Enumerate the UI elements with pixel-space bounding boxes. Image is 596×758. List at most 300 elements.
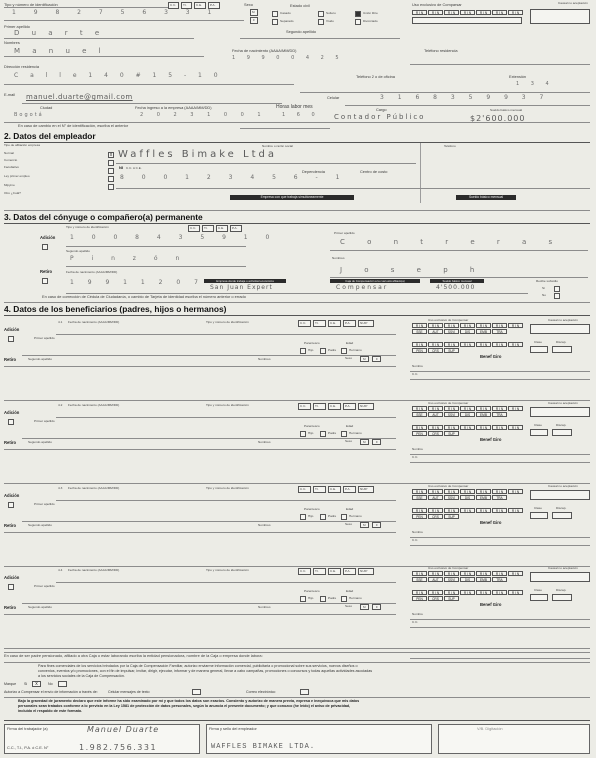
hijo-checkbox[interactable] [300, 514, 306, 520]
marque-label: Marque [4, 682, 17, 686]
hermano-label: Hermano [349, 514, 362, 518]
padre-checkbox[interactable] [320, 596, 326, 602]
conyuge-nombres-label: Nombres [332, 256, 345, 260]
nombre-label: Nombre [412, 447, 424, 451]
rin-cell: R I N [412, 571, 427, 576]
email-label: E-mail [4, 92, 16, 97]
otro-label: Otro ¿Cuál? [4, 191, 21, 195]
conyuge-ce-box[interactable]: C.E. [216, 225, 228, 232]
section-2-title: 2. Datos del empleador [4, 131, 96, 141]
telefono-residencia-label: Teléfono residencia [424, 48, 458, 53]
beneficiario-nombres-label: Nombres [258, 605, 271, 609]
extension-label: Extensión [509, 74, 527, 79]
rin-cell: R I N [428, 342, 443, 347]
correo-checkbox[interactable] [300, 689, 309, 695]
beneficiario-tipo-label: Tipo y número de identificación [206, 568, 249, 572]
rin-cell: R I N [476, 342, 491, 347]
rin-cell: R I N [476, 508, 491, 513]
nombre-label: Nombre [412, 612, 424, 616]
firma-trabajador-box[interactable] [4, 724, 200, 754]
uso-exclusivo-label: Uso exclusivo de Compensar [428, 318, 469, 322]
code-cell: PEN [412, 348, 427, 353]
conyuge-sueldo-label: Sueldo básico mensual [430, 279, 484, 283]
rin-cell: R I N [412, 590, 427, 595]
uso-exclusivo-top: Uso exclusivo de Comparsar [412, 2, 462, 7]
sueldo-value: $2'600.000 [470, 114, 526, 123]
recibe-subsidio-label: Recibe subsidio [536, 279, 558, 283]
conyuge-segundo-apellido-value: P i n z ó n [70, 255, 188, 262]
rin-box: R I N [508, 10, 523, 15]
juramento-3: incluido el respaldo de este formato. [18, 709, 83, 713]
parentesco-label: Parentesco [304, 341, 320, 345]
beneficiario-primer-apellido-label: Primer apellido [34, 419, 55, 423]
code-cell: DIS [460, 412, 475, 417]
ciudad-value: Bogotá [14, 112, 44, 118]
discap-box [552, 346, 572, 353]
conyuge-caja-label: Caja de Compensación a la cual está afiliado(a) [330, 279, 420, 283]
hermano-checkbox[interactable] [341, 348, 347, 354]
beneficiario-segundo-apellido-label: Segundo apellido [28, 523, 52, 527]
viudo-checkbox[interactable] [318, 19, 324, 25]
uso-exclusivo-label: Uso exclusivo de Compensar [428, 484, 469, 488]
uso-exclusivo-label: Uso exclusivo de Compensar [428, 566, 469, 570]
edad-label: Edad [346, 507, 354, 511]
facultativo-label: Facultativo [4, 165, 19, 169]
code-cell: CRS [428, 348, 443, 353]
nombre-label: Nombre [412, 530, 424, 534]
padre-checkbox[interactable] [320, 348, 326, 354]
beneficiario-id-type-box[interactable]: NUIP [358, 568, 374, 575]
code-cell: TRA [492, 412, 507, 417]
beneficiario-nombres-label: Nombres [258, 357, 271, 361]
sexo-label: Sexo [345, 439, 353, 443]
tipo-afiliacion-label: Tipo de afiliación empresa [4, 143, 40, 147]
beneficiario-id-type-box[interactable]: NUIP [358, 320, 374, 327]
beneficiario-id-type-box[interactable]: T.I. [313, 403, 326, 410]
estado-civil-label: Estado civil [290, 3, 310, 8]
code-cell: PEN [412, 596, 427, 601]
rin-cell: R I N [476, 406, 491, 411]
divorciado-checkbox[interactable] [355, 19, 361, 25]
telefono-empleador-label: Teléfono [444, 144, 456, 148]
id-type-pa-box[interactable]: P.A. [208, 2, 220, 9]
discap-label: Discap. [556, 423, 567, 427]
separado-checkbox[interactable] [272, 19, 278, 25]
beneficiario-retiro-label: Retiro [4, 523, 17, 528]
primer-apellido-value: D u a r t e [14, 29, 105, 37]
conyuge-pa-box[interactable]: P.A. [230, 225, 242, 232]
normal-checkbox[interactable]: x [109, 152, 113, 158]
beneficiario-id-type-box[interactable]: C.E. [328, 568, 341, 575]
primer-apellido-label: Primer apellido [4, 24, 30, 29]
conyuge-nombres-value: J o s e p h [340, 266, 485, 274]
clase-box [530, 346, 548, 353]
causal-box [530, 572, 590, 582]
union-libre-label: Unión libre [363, 11, 378, 15]
hijo-checkbox[interactable] [300, 431, 306, 437]
rin-cell: R I N [492, 590, 507, 595]
cc-beneficiario-label: C.C. [412, 372, 419, 376]
parentesco-label: Parentesco [304, 507, 320, 511]
marque-no-checkbox[interactable] [58, 681, 67, 687]
subsidio-no-checkbox[interactable] [554, 293, 560, 299]
conyuge-id-value: 1 0 0 8 4 3 5 9 1 0 [70, 234, 278, 241]
beneficiario-id-type-box[interactable]: T.I. [313, 486, 326, 493]
code-cell: CRS [428, 596, 443, 601]
discap-box [552, 512, 572, 519]
celular-label: Celular [327, 95, 340, 100]
beneficiario-nombres-label: Nombres [258, 440, 271, 444]
subsidio-si-checkbox[interactable] [554, 286, 560, 292]
rin-cell: R I N [460, 489, 475, 494]
sexo-m-box[interactable]: M [360, 522, 369, 528]
rin-cell: R I N [508, 323, 523, 328]
sex-m-box[interactable]: M [250, 9, 258, 16]
causal-label: Causal no aceptación [548, 318, 578, 322]
code-cell: TRA [492, 577, 507, 582]
vb-digitacion-box [438, 724, 590, 754]
code-cell: SSVI [444, 329, 459, 334]
sexo-f-box[interactable]: F [372, 604, 381, 610]
rin-cell: R I N [428, 425, 443, 430]
beneficiario-numero: 4.2 [58, 403, 63, 407]
clase-label: Clase [534, 588, 542, 592]
rin-cell: R I N [476, 425, 491, 430]
section-3-title: 3. Datos del cónyuge o compañero(a) permanente [4, 212, 203, 222]
marque-no-label: No [48, 682, 53, 686]
hermano-label: Hermano [349, 431, 362, 435]
rin-cell: R I N [428, 489, 443, 494]
centro-costo-label: Centro de costo [360, 169, 388, 174]
soltero-label: Soltero [326, 11, 336, 15]
rin-box: R I N [476, 10, 491, 15]
causal-label: Causal no aceptación [548, 401, 578, 405]
rin-cell: R I N [444, 590, 459, 595]
beneficiario-id-type-box[interactable]: C.C. [298, 486, 311, 493]
extension-value: 1 3 4 [516, 81, 554, 87]
beneficiario-tipo-label: Tipo y número de identificación [206, 403, 249, 407]
beneficiario-adicion-label: Adición [4, 410, 20, 415]
autorizacion-parrafo-3: a los servicios sociales de la Caja de Compensación. [38, 674, 125, 678]
cc-label: C.C., T.I., P.A. ó C.E. N° [7, 745, 49, 750]
marque-si-label: Si [24, 682, 28, 686]
telefono2-label: Teléfono 2 o de oficina [356, 74, 395, 79]
ciudad-label: Ciudad [40, 105, 53, 110]
rin-cell: R I N [476, 571, 491, 576]
rin-cell: R I N [412, 508, 427, 513]
email-value: manuel.duarte@gmail.com [26, 93, 133, 101]
conyuge-cc-box[interactable]: C.C. [188, 225, 200, 232]
juramento-1: Bajo la gravedad de juramento declaro que este informe ha sido examinado por mí y que todos los datos son exactos. Consiento y autorizo de manera previa, expresa e inequívoca que mis datos [18, 699, 360, 703]
code-cell: SUP [444, 596, 459, 601]
beneficiario-adicion-checkbox[interactable] [8, 419, 14, 425]
subsidio-si-label: Sí [542, 286, 545, 290]
beneficiario-primer-apellido-label: Primer apellido [34, 336, 55, 340]
beneficiario-id-type-box[interactable]: NUIP [358, 403, 374, 410]
rin-cell: R I N [412, 323, 427, 328]
firma-empleador-label: Firma y sello del empleador [209, 726, 257, 731]
beneficiario-id-type-box[interactable]: T.I. [313, 568, 326, 575]
sex-label: Sexo [244, 2, 253, 7]
code-cell: CRS [428, 431, 443, 436]
clase-box [530, 594, 548, 601]
beneficiario-id-type-box[interactable]: C.E. [328, 403, 341, 410]
conyuge-empresa-value: San Juan Expert [210, 284, 273, 291]
parentesco-label: Parentesco [304, 589, 320, 593]
sex-f-box[interactable]: F [250, 17, 258, 24]
beneficiario-id-type-box[interactable]: C.E. [328, 320, 341, 327]
beneficiario-id-type-box[interactable]: P.A. [343, 568, 356, 575]
rin-cell: R I N [444, 342, 459, 347]
rin-cell: R I N [412, 342, 427, 347]
sexo-m-box[interactable]: M [360, 356, 369, 362]
id-type-cc-box[interactable]: C.C. [168, 2, 179, 9]
hermano-label: Hermano [349, 348, 362, 352]
beneficiario-tipo-label: Tipo y número de identificación [206, 320, 249, 324]
nombre-razon-value: Waffles Bimake Ltda [118, 149, 277, 160]
rin-box: R I N [412, 10, 427, 15]
rin-cell: R I N [460, 590, 475, 595]
code-cell: SUP [444, 348, 459, 353]
cargo-value: Contador Público [334, 113, 426, 121]
autorizacion-parrafo-2: convenios, eventos y/o promociones, con el fin de impulsar, invitar, dirigir, ejecutar, informar y de manera general, llevar a cabo campañas, promociones o concursos y todas aquellas actividades asociadas [38, 669, 373, 673]
segundo-apellido-label: Segundo apellido [286, 29, 317, 34]
rin-cell: R I N [508, 489, 523, 494]
conyuge-ti-box[interactable]: T.I. [202, 225, 214, 232]
mipyme-checkbox[interactable] [108, 184, 114, 190]
beneficiario-adicion-checkbox[interactable] [8, 584, 14, 590]
union-libre-checkbox[interactable] [355, 11, 361, 17]
hermano-checkbox[interactable] [341, 596, 347, 602]
nombre-label: Nombre [412, 364, 424, 368]
code-cell: EMB [476, 329, 491, 334]
rin-cell: R I N [444, 323, 459, 328]
cc-value: 1.982.756.331 [79, 743, 158, 752]
rin-cell: R I N [428, 323, 443, 328]
edad-label: Edad [346, 589, 354, 593]
horas-label: Horas labor mes [276, 104, 313, 110]
beneficiario-id-type-box[interactable]: P.A. [343, 320, 356, 327]
beneficiario-id-type-box[interactable]: NUIP [358, 486, 374, 493]
conyuge-fecha-value: 1 9 9 1 1 2 0 7 [70, 279, 204, 286]
rin-box: R I N [428, 10, 443, 15]
firma-trabajador-signature: Manuel Duarte [87, 725, 160, 734]
code-cell: TRA [492, 329, 507, 334]
hijo-checkbox[interactable] [300, 596, 306, 602]
clase-box [530, 512, 548, 519]
conyuge-retiro-label: Retiro [40, 269, 53, 274]
empresa-simultanea-label: Empresa con que trabaja simultáneamente [230, 195, 354, 200]
conyuge-empresa-label: Empresa donde trabaja o actividad económica [204, 279, 286, 283]
hijo-checkbox[interactable] [300, 348, 306, 354]
rin-cell: R I N [492, 508, 507, 513]
beneficiario-nombres-label: Nombres [258, 523, 271, 527]
hermano-label: Hermano [349, 596, 362, 600]
beneficiario-adicion-checkbox[interactable] [8, 502, 14, 508]
code-cell: SUP [444, 431, 459, 436]
rin-box: R I N [444, 10, 459, 15]
rin-cell: R I N [492, 489, 507, 494]
causal-box-top [530, 9, 590, 24]
beneficiario-numero: 4.4 [58, 568, 63, 572]
beneficiario-id-type-box[interactable]: C.E. [328, 486, 341, 493]
conyuge-caja-value: Compensar [336, 284, 389, 291]
code-cell: SSE [412, 412, 427, 417]
vb-digitacion-label: V/B. Digitación [477, 726, 503, 731]
beneficiario-segundo-apellido-label: Segundo apellido [28, 605, 52, 609]
beneficiario-adicion-checkbox[interactable] [8, 336, 14, 342]
rin-cell: R I N [428, 571, 443, 576]
code-cell: SUP [444, 514, 459, 519]
rin-cell: R I N [444, 489, 459, 494]
rin-cell: R I N [444, 406, 459, 411]
uso-exclusivo-label: Uso exclusivo de Compensar [428, 401, 469, 405]
code-cell: PEN [412, 514, 427, 519]
fecha-ingreso-value: 2 0 2 3 1 0 0 1 [140, 112, 267, 118]
horas-value: 1 6 0 [282, 112, 320, 118]
rin-cell: R I N [412, 425, 427, 430]
fecha-nacimiento-label: Fecha de nacimiento (AAAA/MM/DD) [232, 48, 297, 53]
rin-cell: R I N [460, 323, 475, 328]
autorizo-label: Autorizo a Compensar el envío de información a través de: [4, 690, 98, 694]
clase-label: Clase [534, 423, 542, 427]
code-cell: AUT [428, 412, 443, 417]
beneficiario-adicion-label: Adición [4, 493, 20, 498]
sexo-f-box[interactable]: F [372, 439, 381, 445]
comercio-label: Comercio [4, 158, 18, 162]
casado-checkbox[interactable] [272, 11, 278, 17]
rin-cell: R I N [508, 590, 523, 595]
casado-label: Casado [280, 11, 291, 15]
hermano-checkbox[interactable] [341, 431, 347, 437]
subsidio-no-label: No [542, 293, 546, 297]
beneficiario-id-type-box[interactable]: P.A. [343, 486, 356, 493]
sexo-label: Sexo [345, 356, 353, 360]
correo-label: Correo electrónico [246, 690, 276, 694]
rin-cell: R I N [492, 425, 507, 430]
rin-cell: R I N [460, 342, 475, 347]
hijo-label: Hijo [308, 514, 314, 518]
sexo-m-box[interactable]: M [360, 439, 369, 445]
conyuge-adicion-label: Adición [40, 235, 56, 240]
cc-beneficiario-label: C.C. [412, 620, 419, 624]
conyuge-primer-apellido-label: Primer apellido [334, 231, 355, 235]
benef-giro-label: Benef Giro [480, 437, 502, 442]
id-type-ti-box[interactable]: T.I. [181, 2, 192, 9]
rin-cell: R I N [428, 508, 443, 513]
cargo-label: Cargo [376, 107, 387, 112]
rin-cell: R I N [492, 571, 507, 576]
beneficiario-fecha-label: Fecha de nacimiento (AAAA/MM/DD) [68, 403, 120, 407]
rin-cell: R I N [508, 342, 523, 347]
padre-label: Padre [328, 431, 337, 435]
hijo-label: Hijo [308, 348, 314, 352]
rin-cell: R I N [428, 590, 443, 595]
beneficiario-id-type-box[interactable]: C.C. [298, 320, 311, 327]
beneficiario-segundo-apellido-label: Segundo apellido [28, 440, 52, 444]
sexo-m-box[interactable]: M [360, 604, 369, 610]
code-cell: TRA [492, 495, 507, 500]
autorizacion-parrafo-1: Para fines comerciales de los servicios brindados por la Caja de Compensación Familiar, autorizo enviarme información comercial, publicitaria o promocional sobre sus servicios, nuevos diseños o [38, 664, 358, 668]
pensionado-text: En caso de ser padre pensionado, afiliado a otra Caja o estar laborando escriba la entidad pensionadora, nombre de la Caja o empresa donde labora: [4, 653, 263, 658]
beneficiario-id-type-box[interactable]: T.I. [313, 320, 326, 327]
beneficiario-tipo-label: Tipo y número de identificación [206, 486, 249, 490]
code-cell: EMB [476, 412, 491, 417]
code-cell: EMB [476, 577, 491, 582]
cc-beneficiario-label: C.C. [412, 538, 419, 542]
nombre-razon-label: Nombre o razón social [262, 144, 293, 148]
padre-checkbox[interactable] [320, 514, 326, 520]
beneficiario-id-type-box[interactable]: P.A. [343, 403, 356, 410]
facultativo-checkbox[interactable] [108, 168, 114, 174]
sueldo-label: Sueldo básico mensual [490, 108, 522, 112]
mipyme-label: Mipyme [4, 183, 15, 187]
rin-cell: R I N [460, 425, 475, 430]
code-cell: SSE [412, 329, 427, 334]
sexo-label: Sexo [345, 604, 353, 608]
firma-trabajador-label: Firma del trabajador (a) [7, 726, 48, 731]
sexo-f-box[interactable]: F [372, 522, 381, 528]
celular-mensajes-checkbox[interactable] [192, 689, 201, 695]
benef-giro-label: Benef Giro [480, 520, 502, 525]
rin-cell: R I N [492, 323, 507, 328]
beneficiario-id-type-box[interactable]: C.C. [298, 403, 311, 410]
clase-box [530, 429, 548, 436]
beneficiario-id-type-box[interactable]: C.C. [298, 568, 311, 575]
causal-label: Causal no aceptación [548, 484, 578, 488]
beneficiario-numero: 4.1 [58, 320, 63, 324]
conyuge-retiro-checkbox[interactable] [42, 278, 48, 284]
rin-cell: R I N [444, 508, 459, 513]
direccion-label: Dirección residencia [4, 64, 40, 69]
padre-label: Padre [328, 596, 337, 600]
rin-cell: R I N [508, 425, 523, 430]
sexo-f-box[interactable]: F [372, 356, 381, 362]
firma-empleador-box[interactable] [206, 724, 432, 754]
rin-box: R I N [492, 10, 507, 15]
rin-cell: R I N [444, 571, 459, 576]
discap-label: Discap. [556, 340, 567, 344]
beneficiario-segundo-apellido-label: Segundo apellido [28, 357, 52, 361]
cc-beneficiario-label: C.C. [412, 455, 419, 459]
hijo-label: Hijo [308, 596, 314, 600]
clase-label: Clase [534, 340, 542, 344]
soltero-checkbox[interactable] [318, 11, 324, 17]
conyuge-adicion-checkbox[interactable] [42, 244, 48, 250]
comercio-checkbox[interactable] [108, 160, 114, 166]
marque-si-checkbox[interactable]: x [32, 681, 41, 687]
code-cell: DIS [460, 495, 475, 500]
discap-box [552, 594, 572, 601]
ley-primer-empleo-checkbox[interactable] [108, 176, 114, 182]
padre-label: Padre [328, 348, 337, 352]
hijo-label: Hijo [308, 431, 314, 435]
padre-checkbox[interactable] [320, 431, 326, 437]
rin-box: R I N [460, 10, 475, 15]
dependencia-label: Dependencia [302, 169, 325, 174]
nit-label: NI [119, 165, 123, 170]
code-cell: DIS [460, 577, 475, 582]
nombres-label: Nombres [4, 40, 20, 45]
viudo-label: Viudo [326, 19, 334, 23]
direccion-value: C a l l e 1 4 0 # 1 5 - 1 0 [14, 72, 223, 79]
hermano-checkbox[interactable] [341, 514, 347, 520]
discap-box [552, 429, 572, 436]
code-cell: SSVI [444, 495, 459, 500]
code-cell: DIS [460, 329, 475, 334]
id-type-ce-box[interactable]: C.E. [194, 2, 206, 9]
beneficiario-fecha-label: Fecha de nacimiento (AAAA/MM/DD) [68, 568, 120, 572]
